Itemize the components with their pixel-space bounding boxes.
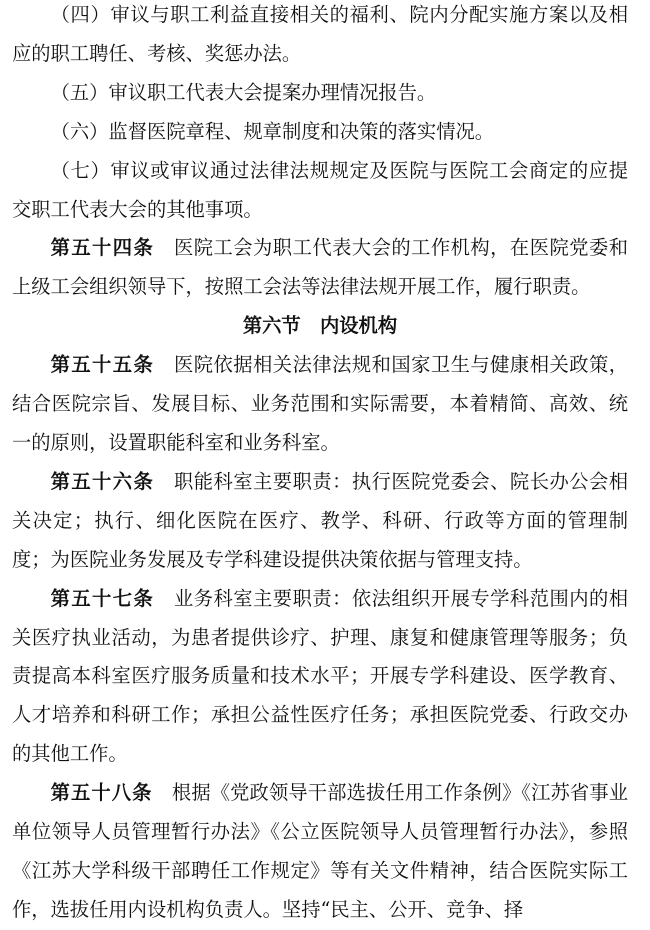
article-55 <box>12 346 628 463</box>
article-58-text: 根据《党政领导干部选拔任用工作条例》《江苏省事业单位领导人员管理暂行办法》《公立医院领导人员管理暂行办法》，参照《江苏大学科级干部聘任工作规定》等有关文件精神，结合医院实际工作，选拔任用内设机构负责人。坚持“民主、公开、竞争、择 <box>12 781 629 921</box>
section-heading: 第六节 内设机构 <box>242 314 398 338</box>
article-56 <box>12 463 628 580</box>
article-54-text: 医院工会为职工代表大会的工作机构，在医院党委和上级工会组织领导下，按照工会法等法律法规开展工作，履行职责。 <box>12 236 629 299</box>
article-57 <box>12 580 628 775</box>
clause-4: （四）审议与职工利益直接相关的福利、院内分配实施方案以及相应的职工聘任、考核、奖惩办法。 <box>12 3 628 65</box>
article-55-label: 第五十五条 <box>50 353 155 377</box>
article-58-label: 第五十八条 <box>50 781 153 805</box>
clause-5: （五）审议职工代表大会提案办理情况报告。 <box>50 80 437 104</box>
article-55-text: 医院依据相关法律法规和国家卫生与健康相关政策，结合医院宗旨、发展目标、业务范围和实际需要，本着精简、高效、统一的原则，设置职能科室和业务科室。 <box>12 353 629 454</box>
article-57-label: 第五十七条 <box>50 586 155 610</box>
clause-6: （六）监督医院章程、规章制度和决策的落实情况。 <box>50 119 495 143</box>
clause-7: （七）审议或审议通过法律法规规定及医院与医院工会商定的应提交职工代表大会的其他事项。 <box>12 158 628 221</box>
article-56-text: 职能科室主要职责：执行医院党委会、院长办公会相关决定；执行、细化医院在医疗、教学、科研、行政等方面的管理制度；为医院业务发展及专学科建设提供决策依据与管理支持。 <box>12 469 629 571</box>
article-54-label: 第五十四条 <box>50 236 155 260</box>
article-56-label: 第五十六条 <box>50 469 155 493</box>
article-57-text: 业务科室主要职责：依法组织开展专学科范围内的相关医疗执业活动，为患者提供诊疗、护理、康复和健康管理等服务；负责提高本科室医疗服务质量和技术水平；开展专学科建设、医学教育、人才培养和科研工作；承担公益性医疗任务；承担医院党委、行政交办的其他工作。 <box>12 586 629 766</box>
article-58 <box>12 774 628 930</box>
article-54 <box>12 229 628 307</box>
